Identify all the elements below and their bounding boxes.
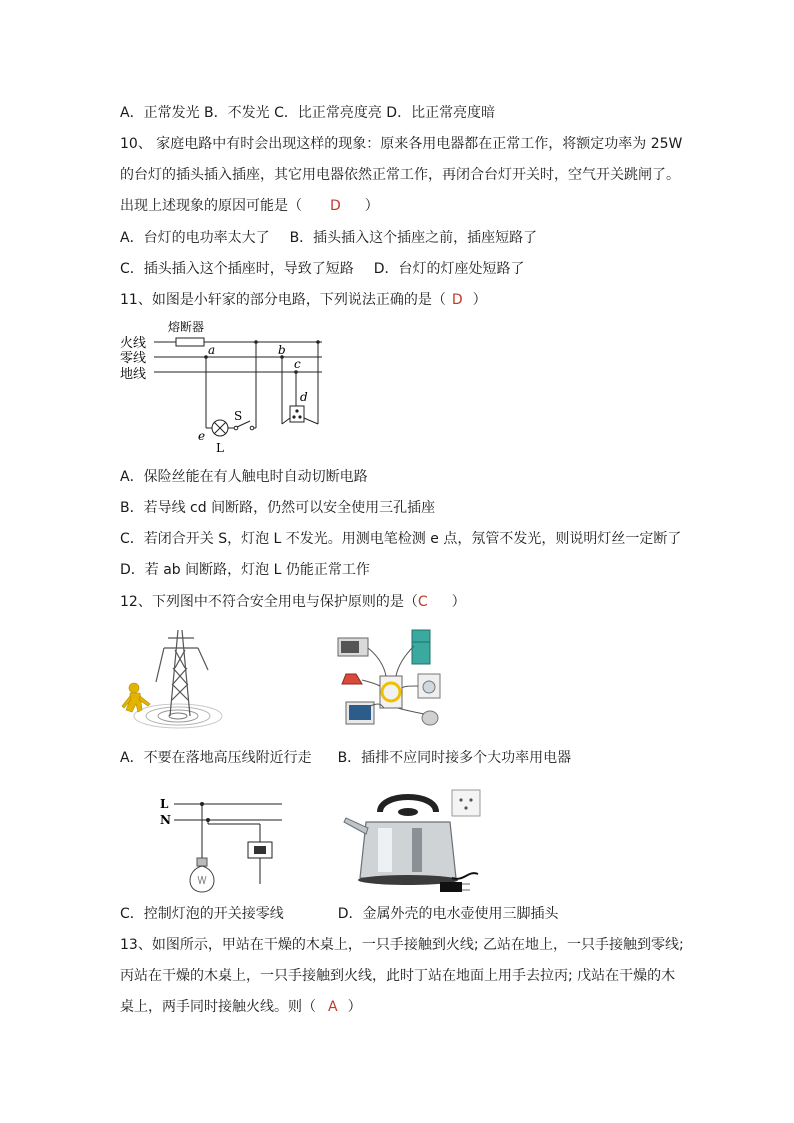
fuse (176, 338, 204, 346)
q11-stem (120, 290, 487, 310)
q12-answer: C (417, 594, 428, 610)
q10-option-a: A．台灯的电功率太大了 (120, 230, 270, 246)
q12-stem-close: ） (451, 594, 466, 610)
q11-stem-text: 11、如图是小轩家的部分电路，下列说法正确的是（ (120, 292, 446, 308)
q10-options-row2 (120, 259, 525, 279)
q12-picture-c (150, 796, 290, 896)
q13-stem-close: ） (347, 999, 362, 1015)
q12-caption-a: A．不要在落地高压线附近行走 (120, 750, 312, 766)
monitor-icon (346, 702, 374, 724)
q12-stem-text: 12、下列图中不符合安全用电与保护原则的是（ (120, 594, 418, 610)
q9-options: A．正常发光 B．不发光 C．比正常亮度亮 D．比正常亮度暗 (120, 105, 496, 121)
q10-option-d: D．台灯的灯座处短路了 (373, 261, 525, 277)
kettle-icon (422, 711, 438, 725)
q10-stem-line2: 的台灯的插头插入插座，其它用电器依然正常工作，再闭合台灯开关时，空气开关跳闸了。 (120, 167, 680, 183)
q10-stem-text: 出现上述现象的原因可能是（ (120, 198, 302, 214)
q13-stem-line3 (120, 997, 362, 1017)
power-strip-icon (380, 676, 402, 708)
point-b: b (278, 343, 286, 357)
q11-option-d: D．若 ab 间断路，灯泡 L 仍能正常工作 (120, 562, 370, 578)
q12-caption-b: B．插排不应同时接多个大功率用电器 (337, 750, 572, 766)
electric-kettle-icon (344, 797, 458, 885)
q12-captions-row1 (120, 748, 571, 768)
washing-machine-icon (418, 674, 440, 698)
q12-caption-c: C．控制灯泡的开关接零线 (120, 906, 284, 922)
iron-icon (342, 674, 362, 684)
q12-stem (120, 592, 466, 612)
q13-stem-line2: 丙站在干燥的木桌上，一只手接触到火线，此时丁站在地面上用手去拉丙; 戊站在干燥的木 (120, 968, 676, 984)
q11-stem-close: ） (472, 292, 487, 308)
q10-stem-close: ） (364, 198, 379, 214)
lamp-label: L (216, 441, 224, 455)
refrigerator-icon (412, 630, 430, 664)
neutral-wire-N-label: N (160, 813, 171, 827)
fuse-label: 熔断器 (168, 320, 205, 334)
q10-stem-line3 (120, 196, 379, 216)
q10-answer: D (330, 198, 341, 214)
q10-option-c: C．插头插入这个插座时，导致了短路 (120, 261, 354, 277)
switch-label: S (234, 409, 243, 423)
pylon-icon (156, 630, 208, 716)
light-bulb-icon (190, 852, 214, 892)
q12-picture-d (340, 782, 490, 900)
ground-wire-label: 地线 (120, 367, 147, 382)
q13-stem-line1: 13、如图所示，甲站在干燥的木桌上，一只手接触到火线; 乙站在地上，一只手接触到零线; (120, 937, 684, 953)
q12-captions-row2 (120, 904, 559, 924)
q11-circuit-diagram (110, 316, 330, 458)
point-a: a (208, 343, 216, 357)
three-hole-socket (290, 406, 304, 422)
q12-picture-b (334, 626, 446, 734)
q12-picture-a (116, 620, 224, 732)
q10-options-row1 (120, 228, 537, 248)
q11-answer: D (451, 292, 463, 308)
live-wire-label: 火线 (120, 336, 147, 351)
q10-stem-line1: 10、 家庭电路中有时会出现这样的现象：原来各用电器都在正常工作，将额定功率为 25W (120, 136, 683, 152)
q11-option-c: C．若闭合开关 S，灯泡 L 不发光。用测电笔检测 e 点，氖管不发光，则说明灯丝一定断了 (120, 531, 682, 547)
neutral-wire-label: 零线 (120, 351, 147, 366)
wall-socket-icon (452, 790, 480, 816)
q11-option-a: A．保险丝能在有人触电时自动切断电路 (120, 469, 368, 485)
q11-option-b: B．若导线 cd 间断路，仍然可以安全使用三孔插座 (120, 500, 436, 516)
point-e: e (198, 429, 206, 443)
q12-caption-d: D．金属外壳的电水壶使用三脚插头 (337, 906, 559, 922)
q13-stem-text: 桌上，两手同时接触火线。则（ (120, 999, 316, 1015)
microwave-icon (338, 638, 368, 656)
q13-answer: A (328, 999, 338, 1015)
point-c: c (294, 357, 301, 371)
q10-option-b: B．插头插入这个插座之前，插座短路了 (289, 230, 538, 246)
live-wire-L-label: L (160, 797, 169, 811)
point-d: d (300, 390, 308, 404)
